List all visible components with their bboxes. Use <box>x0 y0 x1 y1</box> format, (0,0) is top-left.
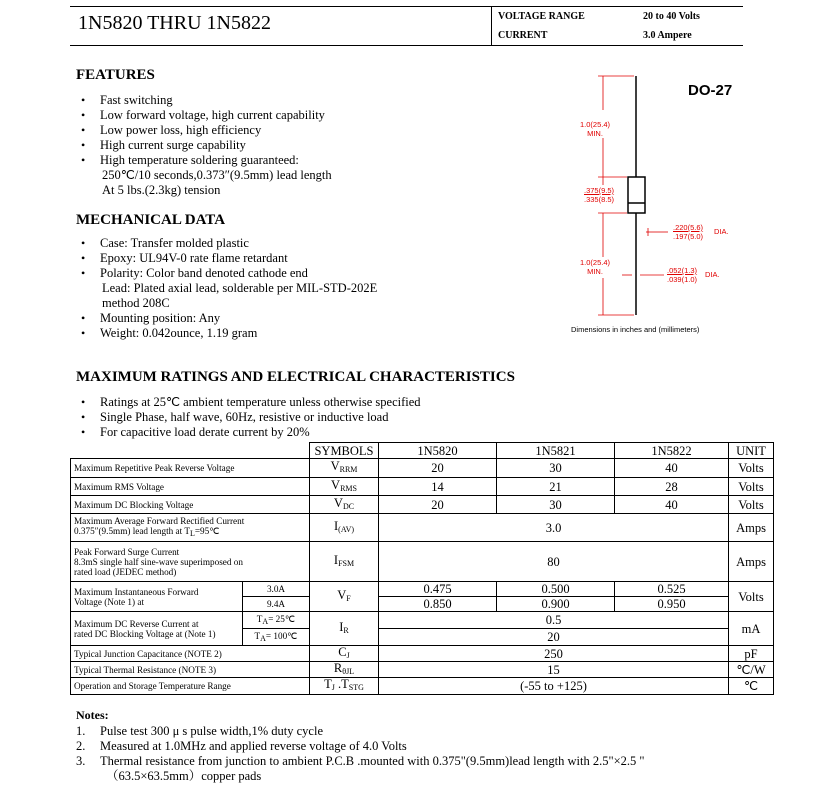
features-title: FEATURES <box>76 67 155 83</box>
package-name: DO-27 <box>688 82 733 99</box>
voltage-range-label: VOLTAGE RANGE <box>498 11 585 22</box>
dimensions-caption: Dimensions in inches and (millimeters) <box>571 325 700 334</box>
value-1n5822: 40 <box>615 496 729 514</box>
symbol-text: V <box>330 459 340 473</box>
row-unit: Volts <box>729 496 774 514</box>
body-dia-min: .197(5.0) <box>673 232 704 241</box>
row-label-line: Peak Forward Surge Current <box>74 546 180 557</box>
header-1n5821: 1N5821 <box>497 443 615 459</box>
row-unit: Volts <box>729 459 774 478</box>
row-unit: Volts <box>729 478 774 496</box>
header-empty-cell <box>71 443 310 459</box>
value-all-parts: 80 <box>379 542 729 582</box>
row-symbol <box>310 582 379 612</box>
row-unit: Volts <box>729 582 774 612</box>
table-header-row <box>71 443 774 459</box>
body-diameter <box>673 223 703 241</box>
condition-cell: 9.4A <box>243 597 310 612</box>
row-unit: Amps <box>729 514 774 542</box>
row-symbol <box>310 514 379 542</box>
row-symbol <box>310 662 379 678</box>
lead-dia-min: .039(1.0) <box>667 275 698 284</box>
value-1n5820: 20 <box>379 496 497 514</box>
value-1n5821: 21 <box>497 478 615 496</box>
feature-item: • High temperature soldering guaranteed: <box>76 153 332 168</box>
row-symbol <box>310 496 379 514</box>
value-all-parts: 20 <box>379 629 729 646</box>
symbol-text: I <box>333 518 339 533</box>
ratings-item: • Single Phase, half wave, 60Hz, resistive or inductive load <box>76 410 421 425</box>
cond-text-end: = 25℃ <box>268 613 296 624</box>
lead-dia-max: .052(1.3) <box>667 266 698 275</box>
value-1n5820: 20 <box>379 459 497 478</box>
row-symbol <box>310 459 379 478</box>
body-length <box>584 186 614 204</box>
row-label <box>71 612 243 646</box>
note-number: 1. <box>76 724 86 738</box>
symbol-subscript: J <box>331 683 335 692</box>
symbol-text: V <box>333 495 343 510</box>
symbol-text: I <box>333 552 339 567</box>
symbol-text: V <box>331 477 341 492</box>
table-row <box>71 612 774 629</box>
cond-text: T <box>256 613 263 624</box>
value-all-parts: (-55 to +125) <box>379 678 729 695</box>
symbol-subscript: DC <box>342 501 355 511</box>
value-1n5820: 0.475 <box>379 582 497 597</box>
bottom-lead-length-value: 1.0(25.4) <box>580 258 611 267</box>
feature-item: • Low forward voltage, high current capability <box>76 108 332 123</box>
note-item <box>76 754 645 769</box>
bottom-lead-length <box>580 258 610 276</box>
header-1n5822: 1N5822 <box>615 443 729 459</box>
top-lead-length-value: 1.0(25.4) <box>580 120 611 129</box>
row-label: Operation and Storage Temperature Range <box>71 678 310 695</box>
note-item <box>76 739 645 754</box>
value-1n5822: 40 <box>615 459 729 478</box>
row-symbol <box>310 678 379 695</box>
note-text: Measured at 1.0MHz and applied reverse voltage of 4.0 Volts <box>100 739 407 753</box>
row-symbol <box>310 542 379 582</box>
row-label: Maximum DC Blocking Voltage <box>71 496 310 514</box>
symbol-subscript: θJL <box>342 666 355 676</box>
symbol-subscript: RMS <box>340 483 357 493</box>
row-unit: mA <box>729 612 774 646</box>
note-continuation: （63.5×63.5mm）copper pads <box>106 769 262 783</box>
condition-cell <box>243 612 310 629</box>
lead-dia-label: DIA. <box>705 270 720 279</box>
symbol-subscript: FSM <box>338 558 355 568</box>
body-length-min: .335(8.5) <box>584 195 615 204</box>
value-all-parts: 250 <box>379 646 729 662</box>
table-row <box>71 514 774 542</box>
table-row <box>71 496 774 514</box>
feature-item-continuation: At 5 lbs.(2.3kg) tension <box>102 183 221 197</box>
symbol-subscript: R <box>343 625 349 635</box>
row-symbol <box>310 646 379 662</box>
current-value: 3.0 Ampere <box>643 30 692 41</box>
row-label <box>71 542 310 582</box>
table-row <box>71 459 774 478</box>
notes-list <box>76 724 645 784</box>
value-all-parts: 0.5 <box>379 612 729 629</box>
row-unit: ℃/W <box>729 662 774 678</box>
symbol-subscript: RRM <box>339 465 358 474</box>
mechanical-item: • Weight: 0.042ounce, 1.19 gram <box>76 326 377 341</box>
header-1n5820: 1N5820 <box>379 443 497 459</box>
bottom-lead-length-min: MIN. <box>587 267 603 276</box>
row-label-line: Voltage (Note 1) at <box>74 596 144 607</box>
header-unit: UNIT <box>729 443 774 459</box>
note-number: 2. <box>76 739 86 753</box>
value-1n5822: 0.950 <box>615 597 729 612</box>
condition-cell: 3.0A <box>243 582 310 597</box>
row-label-line: rated load (JEDEC method) <box>74 566 177 577</box>
features-list <box>76 93 332 198</box>
feature-item-continuation: 250℃/10 seconds,0.373″(9.5mm) lead length <box>102 168 332 182</box>
label-text: 0.375″(9.5mm) lead length at T <box>74 526 190 536</box>
note-number: 3. <box>76 754 86 768</box>
value-all-parts: 15 <box>379 662 729 678</box>
value-1n5822: 28 <box>615 478 729 496</box>
symbol-subscript: J <box>346 650 350 660</box>
top-lead-length-min: MIN. <box>587 129 603 138</box>
mechanical-title: MECHANICAL DATA <box>76 212 226 228</box>
row-label-line <box>74 526 306 539</box>
mechanical-lead-line: method 208C <box>102 296 170 310</box>
row-label: Typical Junction Capacitance (NOTE 2) <box>71 646 310 662</box>
mechanical-item: • Case: Transfer molded plastic <box>76 236 377 251</box>
top-lead-length <box>580 120 610 138</box>
symbol-text-mid: .T <box>334 677 349 691</box>
ratings-list <box>76 395 421 440</box>
row-label: Maximum Repetitive Peak Reverse Voltage <box>71 459 310 478</box>
mechanical-lead-line: Lead: Plated axial lead, solderable per MIL-STD-202E <box>102 281 378 295</box>
row-label-line: Maximum DC Reverse Current at <box>74 618 199 629</box>
row-label <box>71 582 243 612</box>
ratings-title: MAXIMUM RATINGS AND ELECTRICAL CHARACTERISTICS <box>76 369 515 385</box>
table-row <box>71 678 774 695</box>
value-all-parts: 3.0 <box>379 514 729 542</box>
body-dia-max: .220(5.6) <box>673 223 704 232</box>
cond-text: T <box>254 630 261 641</box>
symbol-subscript: (AV) <box>338 524 355 534</box>
symbol-text: R <box>333 661 343 675</box>
condition-cell <box>243 629 310 646</box>
part-range-title: 1N5820 THRU 1N5822 <box>78 12 271 34</box>
notes-title: Notes: <box>76 708 109 722</box>
table-row <box>71 662 774 678</box>
row-label-line: rated DC Blocking Voltage at (Note 1) <box>74 628 216 639</box>
mechanical-item: • Epoxy: UL94V-0 rate flame retardant <box>76 251 377 266</box>
label-text-end: =95℃ <box>194 526 220 536</box>
symbol-text: C <box>338 645 347 659</box>
body-dia-dimension <box>646 228 668 236</box>
header-divider <box>491 6 492 45</box>
row-unit: Amps <box>729 542 774 582</box>
cond-subscript: A <box>262 616 269 626</box>
row-label: Typical Thermal Resistance (NOTE 3) <box>71 662 310 678</box>
current-label: CURRENT <box>498 30 548 41</box>
value-1n5822: 0.525 <box>615 582 729 597</box>
lead-diameter <box>667 266 697 284</box>
table-row <box>71 582 774 597</box>
row-label-line: Maximum Instantaneous Forward <box>74 586 199 597</box>
value-1n5821: 0.900 <box>497 597 615 612</box>
row-unit: ℃ <box>729 678 774 695</box>
body-dia-label: DIA. <box>714 227 729 236</box>
symbol-text: V <box>337 587 347 602</box>
value-1n5820: 0.850 <box>379 597 497 612</box>
row-label-line: Maximum Average Forward Rectified Current <box>74 516 245 526</box>
mechanical-list <box>76 236 377 341</box>
ratings-item: • For capacitive load derate current by 20% <box>76 425 421 440</box>
diode-body <box>628 177 645 213</box>
symbol-subscript-2: STG <box>348 683 364 692</box>
symbol-text: I <box>339 619 344 634</box>
note-text: Thermal resistance from junction to ambient P.C.B .mounted with 0.375"(9.5mm)lead length with 2.5"×2.5 " <box>100 754 645 768</box>
note-text: Pulse test 300 μ s pulse width,1% duty cycle <box>100 724 323 738</box>
value-1n5821: 30 <box>497 459 615 478</box>
row-label: Maximum RMS Voltage <box>71 478 310 496</box>
value-1n5821: 0.500 <box>497 582 615 597</box>
table-row <box>71 542 774 582</box>
header-symbols: SYMBOLS <box>310 443 379 459</box>
cond-text-end: = 100℃ <box>265 630 298 641</box>
value-1n5820: 14 <box>379 478 497 496</box>
row-label-line: 8.3mS single half sine-wave superimposed on <box>74 556 243 567</box>
feature-item: • High current surge capability <box>76 138 332 153</box>
value-1n5821: 30 <box>497 496 615 514</box>
ratings-item: • Ratings at 25℃ ambient temperature unless otherwise specified <box>76 395 421 410</box>
feature-item: • Fast switching <box>76 93 332 108</box>
mechanical-item: • Mounting position: Any <box>76 311 377 326</box>
mechanical-item: • Polarity: Color band denoted cathode end <box>76 266 377 281</box>
note-item <box>76 724 645 739</box>
symbol-text: T <box>324 677 332 691</box>
table-row <box>71 646 774 662</box>
label-subscript: L <box>189 529 195 538</box>
cond-subscript: A <box>260 633 266 643</box>
row-label <box>71 514 310 542</box>
table-row <box>71 478 774 496</box>
characteristics-table <box>70 442 774 695</box>
feature-item: • Low power loss, high efficiency <box>76 123 332 138</box>
body-length-max: .375(9.5) <box>584 186 615 195</box>
row-symbol <box>310 478 379 496</box>
symbol-subscript: F <box>346 593 351 603</box>
voltage-range-value: 20 to 40 Volts <box>643 11 700 22</box>
row-symbol <box>310 612 379 646</box>
row-unit: pF <box>729 646 774 662</box>
